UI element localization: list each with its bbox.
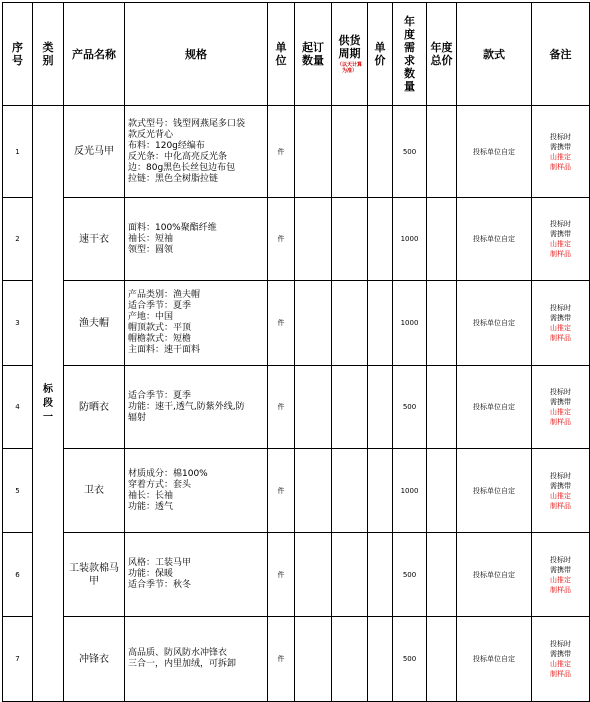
remark-line-red: 制样品 xyxy=(550,334,571,342)
table-row xyxy=(3,366,590,449)
remark-cell xyxy=(532,281,590,366)
remark-line: 投标时 xyxy=(550,388,571,396)
spec-line: 款反光背心 xyxy=(128,129,174,140)
min-order-cell xyxy=(295,533,332,617)
min-order-cell xyxy=(295,281,332,366)
remark-cell xyxy=(532,366,590,449)
remark-line: 需携带 xyxy=(550,565,571,574)
spec-line: 适合季节：夏季 xyxy=(128,390,192,401)
remark-line-red: 制样品 xyxy=(550,585,571,594)
spec-line: 三合一，内里加绒，可拆卸 xyxy=(128,659,237,669)
annual-total-cell xyxy=(427,198,457,281)
unit-cell: 件 xyxy=(268,617,295,702)
spec-line: 拉链：黑色全树脂拉链 xyxy=(128,173,219,184)
spec-line: 风格：工装马甲 xyxy=(128,558,192,568)
header-min-order: 起订数量 xyxy=(295,3,332,106)
remark-line-red: 制样品 xyxy=(550,501,571,510)
spec-line: 产品类别：渔夫帽 xyxy=(128,290,201,300)
unit-cell: 件 xyxy=(268,366,295,449)
table-row xyxy=(3,617,590,702)
remark-line: 投标时 xyxy=(550,640,571,648)
product-name: 冲锋衣 xyxy=(64,617,125,702)
spec-line: 主面料：速干面料 xyxy=(128,345,201,355)
spec-line: 边：80g黑色长丝包边布包 xyxy=(128,162,236,173)
supply-cycle-cell xyxy=(332,366,368,449)
annual-total-cell xyxy=(427,106,457,198)
style-cell: 投标单位自定 xyxy=(457,449,532,533)
annual-total-cell xyxy=(427,366,457,449)
remark-line: 需携带 xyxy=(550,230,571,238)
supply-cycle-cell xyxy=(332,106,368,198)
annual-qty-cell: 500 xyxy=(393,617,427,702)
spec-cell xyxy=(125,106,268,198)
remark-line-red: 制样品 xyxy=(550,418,571,426)
remark-cell xyxy=(532,449,590,533)
row-index: 2 xyxy=(3,198,33,281)
category-cell xyxy=(33,106,64,702)
table-row xyxy=(3,198,590,281)
annual-total-cell xyxy=(427,617,457,702)
min-order-cell xyxy=(295,617,332,702)
header-annual-qty: 年度需求数量 xyxy=(393,3,427,106)
header-remark: 备注 xyxy=(532,3,590,106)
header-annual-total: 年度总价 xyxy=(427,3,457,106)
unit-cell: 件 xyxy=(268,449,295,533)
min-order-cell xyxy=(295,198,332,281)
style-cell: 投标单位自定 xyxy=(457,617,532,702)
category-label: 标段一 xyxy=(43,383,53,423)
row-index: 5 xyxy=(3,449,33,533)
spec-cell xyxy=(125,533,268,617)
style-cell: 投标单位自定 xyxy=(457,366,532,449)
spec-line: 款式型号：钱型网燕尾多口袋 xyxy=(128,118,246,129)
min-order-cell xyxy=(295,366,332,449)
spec-line: 袖长：短袖 xyxy=(128,233,174,244)
min-order-cell xyxy=(295,106,332,198)
remark-line: 投标时 xyxy=(550,220,571,228)
annual-total-cell xyxy=(427,449,457,533)
spec-line: 帽顶款式：平顶 xyxy=(128,323,192,333)
remark-line: 需携带 xyxy=(550,650,571,658)
product-name: 渔夫帽 xyxy=(64,281,125,366)
spec-line: 产地：中国 xyxy=(128,312,174,322)
spec-line: 面料：100%聚酯纤维 xyxy=(128,222,217,233)
remark-cell xyxy=(532,198,590,281)
remark-line: 需携带 xyxy=(550,142,571,151)
table-row xyxy=(3,281,590,366)
unit-cell: 件 xyxy=(268,281,295,366)
row-index: 6 xyxy=(3,533,33,617)
spec-line: 适合季节：夏季 xyxy=(128,301,192,311)
unit-cell: 件 xyxy=(268,198,295,281)
annual-qty-cell: 500 xyxy=(393,366,427,449)
spec-cell xyxy=(125,366,268,449)
spec-line: 高品质、防风防水冲锋衣 xyxy=(128,648,228,658)
remark-line: 投标时 xyxy=(550,555,571,564)
spec-line: 布料：120g经编布 xyxy=(128,140,205,151)
annual-qty-cell: 500 xyxy=(393,533,427,617)
header-row xyxy=(3,3,590,106)
header-name: 产品名称 xyxy=(64,3,125,106)
spec-line: 材质成分：棉100% xyxy=(128,468,208,479)
remark-line: 需携带 xyxy=(550,481,571,490)
unit-price-cell xyxy=(368,533,393,617)
spec-line: 功能：速干,透气,防紫外线,防 xyxy=(128,401,245,412)
header-supply-cycle xyxy=(332,3,368,106)
annual-qty-cell: 1000 xyxy=(393,449,427,533)
remark-line: 投标时 xyxy=(550,471,571,480)
remark-line-red: 制样品 xyxy=(550,670,571,678)
annual-qty-cell: 1000 xyxy=(393,198,427,281)
supply-cycle-cell xyxy=(332,617,368,702)
annual-total-cell xyxy=(427,533,457,617)
unit-price-cell xyxy=(368,366,393,449)
style-cell: 投标单位自定 xyxy=(457,198,532,281)
unit-cell: 件 xyxy=(268,106,295,198)
remark-line-red: 制样品 xyxy=(550,162,571,171)
product-name: 反光马甲 xyxy=(64,106,125,198)
remark-line-red: 山推定 xyxy=(550,660,571,668)
unit-cell: 件 xyxy=(268,533,295,617)
style-cell: 投标单位自定 xyxy=(457,106,532,198)
spec-line: 袖长：长袖 xyxy=(128,490,174,501)
supply-cycle-cell xyxy=(332,281,368,366)
unit-price-cell xyxy=(368,198,393,281)
remark-line-red: 山推定 xyxy=(550,575,571,584)
remark-line-red: 山推定 xyxy=(550,240,571,248)
spec-line: 功能：透气 xyxy=(128,501,174,512)
remark-line-red: 山推定 xyxy=(550,491,571,500)
remark-line: 需携带 xyxy=(550,314,571,322)
style-cell: 投标单位自定 xyxy=(457,281,532,366)
header-index: 序号 xyxy=(3,3,33,106)
remark-line: 投标时 xyxy=(550,132,571,141)
header-spec: 规格 xyxy=(125,3,268,106)
spec-line: 辐射 xyxy=(128,412,147,423)
annual-qty-cell: 500 xyxy=(393,106,427,198)
remark-line: 需携带 xyxy=(550,398,571,406)
spec-line: 穿着方式：套头 xyxy=(128,479,192,490)
spec-line: 功能：保暖 xyxy=(128,569,174,579)
remark-line: 投标时 xyxy=(550,304,571,312)
product-name: 防晒衣 xyxy=(64,366,125,449)
table-row xyxy=(3,533,590,617)
table-row xyxy=(3,449,590,533)
supply-cycle-cell xyxy=(332,533,368,617)
unit-price-cell xyxy=(368,449,393,533)
spec-cell xyxy=(125,281,268,366)
remark-line-red: 山推定 xyxy=(550,152,571,161)
spec-line: 帽檐款式：短檐 xyxy=(128,334,192,344)
header-unit-price: 单价 xyxy=(368,3,393,106)
remark-cell xyxy=(532,533,590,617)
table-body xyxy=(3,106,590,702)
remark-cell xyxy=(532,106,590,198)
spec-cell xyxy=(125,198,268,281)
remark-cell xyxy=(532,617,590,702)
product-name: 工装款棉马甲 xyxy=(64,533,125,617)
spec-line: 反光条：中化高亮反光条 xyxy=(128,151,228,162)
supply-cycle-cell xyxy=(332,198,368,281)
min-order-cell xyxy=(295,449,332,533)
spec-cell xyxy=(125,617,268,702)
remark-line-red: 制样品 xyxy=(550,250,571,258)
header-style: 款式 xyxy=(457,3,532,106)
header-supply-cycle-label: 供货周期 xyxy=(338,34,361,60)
header-category: 类别 xyxy=(33,3,64,106)
product-name: 卫衣 xyxy=(64,449,125,533)
spec-cell xyxy=(125,449,268,533)
table-row xyxy=(3,106,590,198)
product-name: 速干衣 xyxy=(64,198,125,281)
supply-cycle-cell xyxy=(332,449,368,533)
unit-price-cell xyxy=(368,617,393,702)
remark-line-red: 山推定 xyxy=(550,408,571,416)
row-index: 4 xyxy=(3,366,33,449)
header-supply-cycle-note: （以天计算为准） xyxy=(337,62,363,74)
annual-qty-cell: 1000 xyxy=(393,281,427,366)
row-index: 1 xyxy=(3,106,33,198)
spec-line: 领型：圆领 xyxy=(128,244,174,255)
style-cell: 投标单位自定 xyxy=(457,533,532,617)
procurement-table xyxy=(2,2,590,702)
spec-line: 适合季节：秋冬 xyxy=(128,580,192,590)
row-index: 7 xyxy=(3,617,33,702)
unit-price-cell xyxy=(368,106,393,198)
unit-price-cell xyxy=(368,281,393,366)
header-unit: 单位 xyxy=(268,3,295,106)
remark-line-red: 山推定 xyxy=(550,324,571,332)
annual-total-cell xyxy=(427,281,457,366)
row-index: 3 xyxy=(3,281,33,366)
